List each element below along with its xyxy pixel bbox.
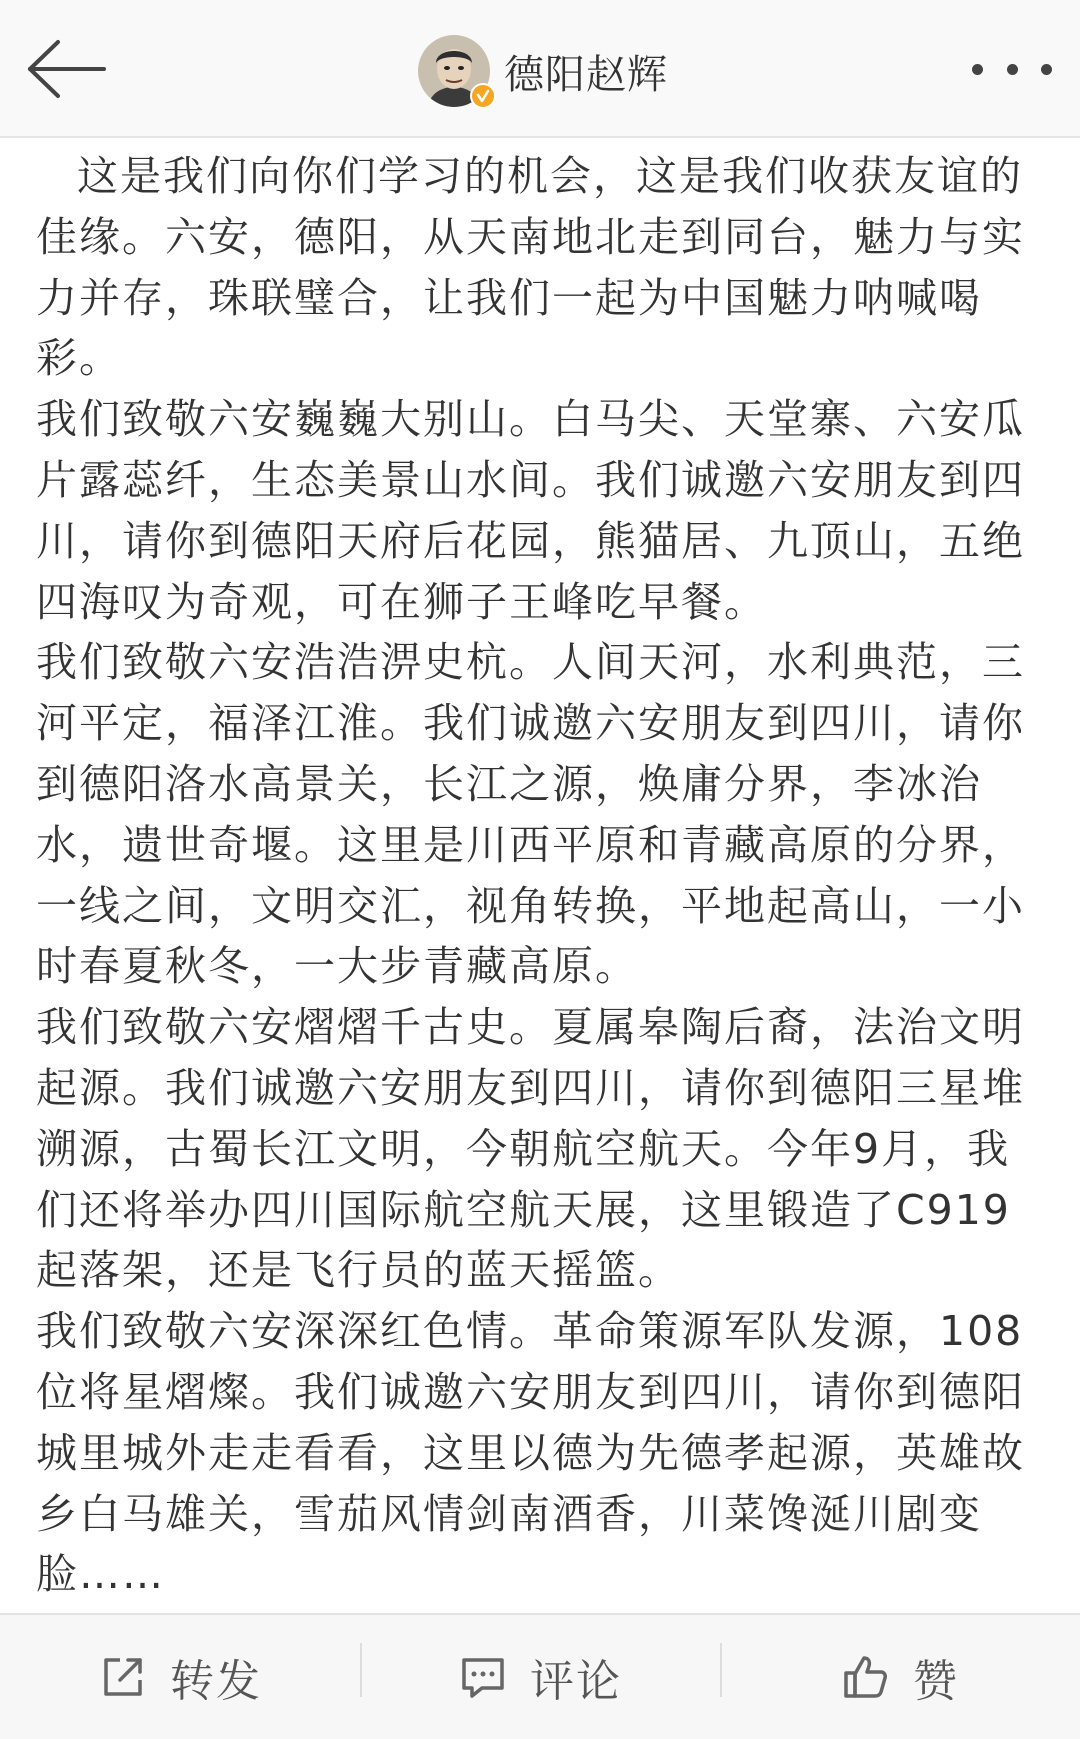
avatar[interactable] <box>418 35 490 107</box>
post-paragraph: 我们致敬六安深深红色情。革命策源军队发源，108位将星熠燦。我们诚邀六安朋友到四川，请你到德阳城里城外走走看看，这里以德为先德孝起源，英雄故乡白马雄关，雪茄风情剑南酒香，川菜馋涎川剧变脸…… <box>36 1307 1025 1599</box>
like-label: 赞 <box>913 1656 959 1707</box>
post-paragraph: 这是我们向你们学习的机会，这是我们收获友谊的佳缘。六安，德阳，从天南地北走到同台，魅力与实力并存，珠联璧合，让我们一起为中国魅力呐喊喝彩。 <box>36 152 1025 383</box>
thumbs-up-icon <box>841 1652 891 1702</box>
author-username[interactable]: 德阳赵辉 <box>504 51 668 98</box>
comment-button[interactable] <box>360 1615 720 1739</box>
verified-badge-icon <box>470 83 496 109</box>
repost-button[interactable] <box>0 1615 360 1739</box>
post-body <box>0 138 1080 1610</box>
author-profile-link[interactable] <box>418 34 668 108</box>
more-options-button[interactable] <box>972 52 1052 86</box>
post-paragraph: 我们致敬六安浩浩淠史杭。人间天河，水利典范，三河平定，福泽江淮。我们诚邀六安朋友到四川，请你到德阳洛水高景关，长江之源，焕庸分界，李冰治水，遗世奇堰。这里是川西平原和青藏高原的分界，一线之间，文明交汇，视角转换，平地起高山，一小时春夏秋冬，一大步青藏高原。 <box>36 638 1025 991</box>
post-paragraph: 我们致敬六安巍巍大别山。白马尖、天堂寨、六安瓜片露蕊纤，生态美景山水间。我们诚邀六安朋友到四川，请你到德阳天府后花园，熊猫居、九顶山，五绝四海叹为奇观，可在狮子王峰吃早餐。 <box>36 395 1025 626</box>
arrow-left-icon <box>24 34 108 104</box>
more-dots-icon <box>1007 64 1018 75</box>
top-navigation-bar <box>0 0 1080 138</box>
back-button[interactable] <box>24 34 108 104</box>
share-icon <box>98 1652 148 1702</box>
comment-icon <box>458 1652 508 1702</box>
like-button[interactable] <box>720 1615 1080 1739</box>
bottom-action-bar <box>0 1613 1080 1739</box>
comment-label: 评论 <box>530 1656 622 1707</box>
repost-label: 转发 <box>170 1656 262 1707</box>
more-dots-icon <box>1041 64 1052 75</box>
post-paragraph: 我们致敬六安熠熠千古史。夏属皋陶后裔，法治文明起源。我们诚邀六安朋友到四川，请你到德阳三星堆溯源，古蜀长江文明，今朝航空航天。今年9月，我们还将举办四川国际航空航天展，这里锻造了C919起落架，还是飞行员的蓝天摇篮。 <box>36 1003 1025 1295</box>
more-dots-icon <box>972 64 983 75</box>
